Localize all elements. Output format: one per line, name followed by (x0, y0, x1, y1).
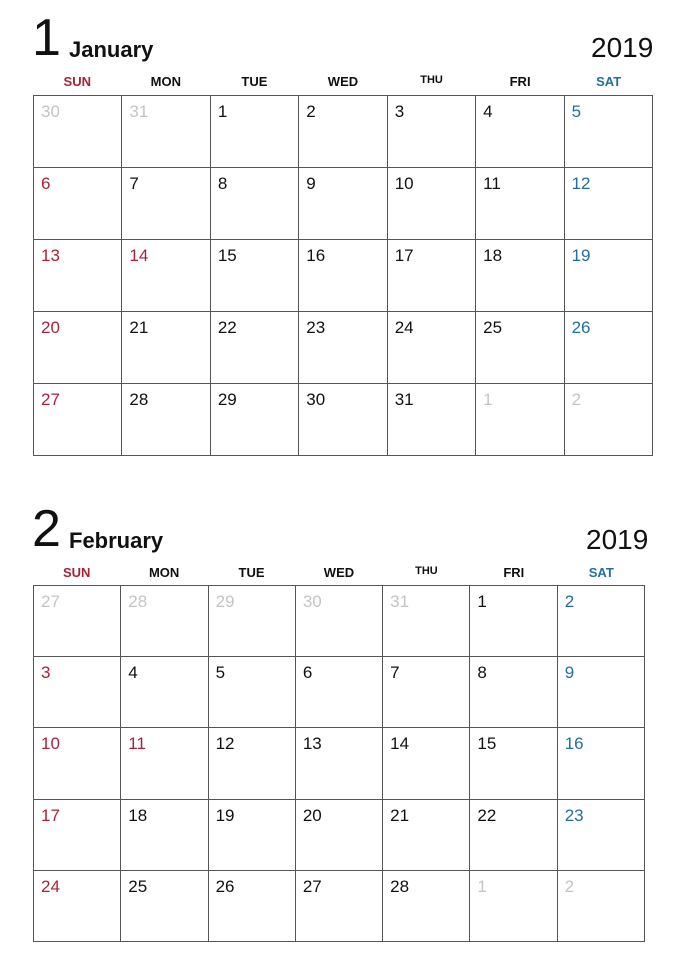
day-number: 21 (129, 318, 149, 337)
weekday-fri: FRI (509, 74, 531, 89)
day-cell (299, 168, 387, 240)
day-number: 6 (41, 174, 51, 193)
weekday-wed: WED (323, 565, 355, 580)
day-cell (565, 240, 653, 312)
day-cell (470, 871, 557, 942)
day-number: 12 (215, 734, 235, 754)
day-number: 7 (390, 663, 400, 683)
day-number: 14 (390, 734, 410, 754)
day-cell (558, 800, 645, 871)
day-cell (296, 657, 383, 728)
day-cell (122, 168, 210, 240)
day-number: 24 (41, 876, 60, 896)
day-cell (34, 384, 122, 456)
weekday-mon: MON (150, 74, 182, 89)
day-number: 5 (215, 663, 226, 683)
day-cell (34, 800, 121, 871)
day-number: 18 (483, 246, 503, 265)
day-number: 30 (302, 592, 322, 611)
day-number: 2 (564, 876, 575, 896)
day-number: 8 (477, 663, 487, 683)
day-number: 1 (477, 592, 487, 611)
day-cell (122, 384, 210, 456)
day-cell (565, 96, 653, 168)
weekday-header-row (33, 565, 645, 580)
day-number: 25 (128, 876, 148, 896)
day-cell (470, 728, 557, 799)
day-cell (211, 312, 299, 384)
month-name: January (69, 37, 154, 62)
day-cell (34, 312, 122, 384)
day-number: 7 (129, 174, 139, 193)
day-number: 16 (564, 734, 584, 754)
day-cell (388, 96, 476, 168)
day-number: 3 (394, 102, 405, 121)
day-number: 6 (302, 663, 313, 683)
day-number: 13 (302, 734, 322, 754)
day-number: 15 (477, 734, 497, 754)
day-cell (388, 168, 476, 240)
day-cell (470, 657, 557, 728)
day-cell (122, 312, 210, 384)
day-cell (388, 240, 476, 312)
day-number: 8 (217, 174, 228, 193)
day-cell (383, 586, 470, 657)
weekday-wed: WED (327, 74, 359, 89)
day-number: 31 (129, 102, 149, 121)
weekday-sun: SUN (63, 74, 91, 89)
day-number: 16 (306, 246, 326, 265)
day-cell (121, 871, 208, 942)
day-cell (383, 728, 470, 799)
day-number: 14 (129, 246, 149, 265)
day-grid (33, 585, 645, 942)
day-cell (470, 586, 557, 657)
day-number: 22 (217, 318, 237, 337)
day-number: 11 (128, 734, 146, 754)
day-number: 30 (41, 102, 60, 121)
day-cell (383, 800, 470, 871)
month-number: 1 (32, 9, 61, 67)
day-number: 31 (390, 592, 410, 611)
day-cell (34, 586, 121, 657)
day-cell (299, 384, 387, 456)
day-cell (211, 96, 299, 168)
day-number: 9 (306, 174, 316, 193)
day-number: 21 (390, 805, 410, 825)
weekday-sat: SAT (596, 74, 622, 89)
day-number: 10 (41, 734, 60, 754)
day-number: 3 (41, 663, 51, 683)
day-number: 11 (483, 174, 501, 193)
day-number: 2 (571, 390, 582, 409)
day-number: 5 (571, 102, 582, 121)
day-cell (209, 586, 296, 657)
day-cell (383, 657, 470, 728)
day-cell (211, 384, 299, 456)
day-number: 1 (483, 390, 493, 409)
day-cell (121, 800, 208, 871)
day-grid (33, 95, 653, 456)
day-number: 28 (128, 592, 148, 611)
day-number: 4 (128, 663, 138, 683)
day-number: 1 (217, 102, 228, 121)
day-cell (299, 312, 387, 384)
day-number: 23 (306, 318, 326, 337)
day-number: 12 (571, 174, 591, 193)
weekday-fri: FRI (503, 565, 525, 580)
day-number: 26 (571, 318, 591, 337)
day-number: 31 (394, 390, 414, 409)
day-number: 27 (302, 876, 322, 896)
day-number: 4 (483, 102, 493, 121)
day-cell (558, 871, 645, 942)
month-name: February (69, 528, 164, 553)
day-cell (565, 312, 653, 384)
day-number: 19 (215, 805, 235, 825)
day-cell (558, 657, 645, 728)
weekday-tue: TUE (238, 565, 265, 580)
day-cell (296, 800, 383, 871)
day-number: 17 (394, 246, 414, 265)
day-number: 22 (477, 805, 497, 825)
day-cell (122, 240, 210, 312)
day-cell (565, 168, 653, 240)
day-number: 29 (217, 390, 237, 409)
day-number: 20 (41, 318, 60, 337)
day-number: 25 (483, 318, 503, 337)
day-cell (383, 871, 470, 942)
day-cell (558, 586, 645, 657)
day-cell (388, 384, 476, 456)
day-cell (34, 657, 121, 728)
day-number: 10 (394, 174, 414, 193)
day-number: 2 (306, 102, 316, 121)
day-cell (34, 96, 122, 168)
year-label: 2019 (591, 32, 654, 63)
day-cell (558, 728, 645, 799)
day-cell (296, 728, 383, 799)
day-number: 29 (215, 592, 235, 611)
day-cell (299, 96, 387, 168)
day-number: 19 (571, 246, 591, 265)
month-number: 2 (32, 500, 61, 558)
weekday-header-row (33, 74, 653, 89)
day-number: 26 (215, 876, 235, 896)
day-cell (296, 871, 383, 942)
year-label: 2019 (586, 524, 649, 555)
day-number: 2 (564, 592, 575, 611)
weekday-tue: TUE (241, 74, 268, 89)
weekday-sun: SUN (62, 565, 91, 580)
day-cell (296, 586, 383, 657)
weekday-thu: THU (420, 74, 443, 86)
day-cell (476, 240, 564, 312)
day-cell (34, 168, 122, 240)
day-number: 9 (564, 663, 575, 683)
day-cell (34, 240, 122, 312)
day-number: 1 (477, 876, 487, 896)
weekday-sat: SAT (588, 565, 614, 580)
day-number: 28 (129, 390, 149, 409)
day-cell (121, 586, 208, 657)
weekday-thu: THU (415, 565, 438, 577)
day-cell (121, 657, 208, 728)
weekday-mon: MON (148, 565, 180, 580)
day-cell (211, 168, 299, 240)
day-number: 28 (390, 876, 410, 896)
day-cell (122, 96, 210, 168)
day-number: 27 (41, 390, 60, 409)
day-cell (470, 800, 557, 871)
day-number: 27 (41, 592, 60, 611)
day-number: 30 (306, 390, 326, 409)
day-cell (299, 240, 387, 312)
day-number: 15 (217, 246, 237, 265)
day-number: 24 (394, 318, 414, 337)
day-cell (209, 871, 296, 942)
day-cell (121, 728, 208, 799)
day-cell (476, 384, 564, 456)
day-cell (476, 96, 564, 168)
day-cell (209, 728, 296, 799)
day-cell (388, 312, 476, 384)
day-cell (211, 240, 299, 312)
day-cell (476, 168, 564, 240)
day-number: 23 (564, 805, 584, 825)
day-cell (209, 800, 296, 871)
day-cell (209, 657, 296, 728)
day-cell (476, 312, 564, 384)
day-number: 13 (41, 246, 60, 265)
day-cell (565, 384, 653, 456)
day-number: 20 (302, 805, 322, 825)
day-number: 17 (41, 805, 60, 825)
day-number: 18 (128, 805, 148, 825)
day-cell (34, 871, 121, 942)
day-cell (34, 728, 121, 799)
